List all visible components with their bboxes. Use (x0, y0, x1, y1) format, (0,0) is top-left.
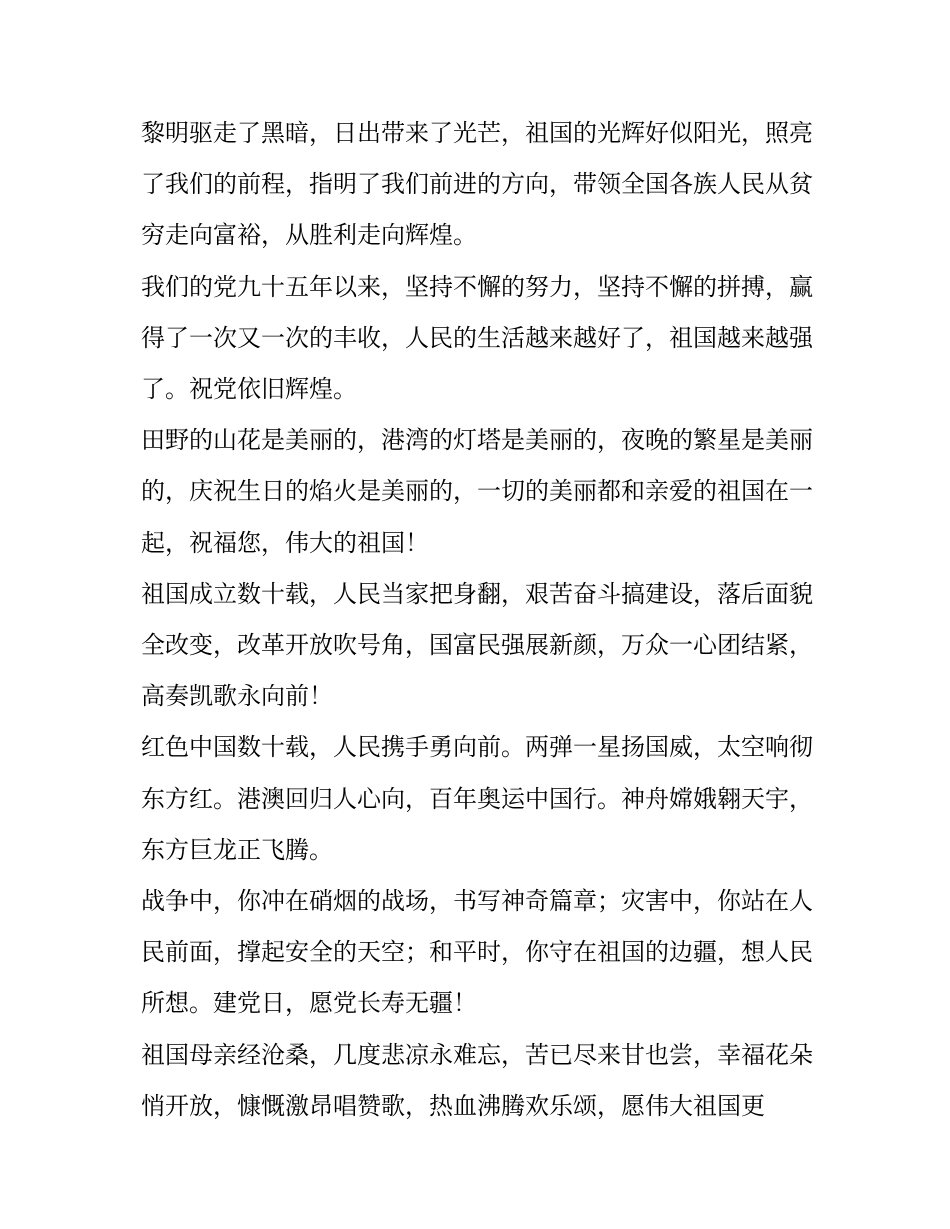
paragraph-5: 红色中国数十载，人民携手勇向前。两弹一星扬国威，太空响彻东方红。港澳回归人心向，百年奥运中国行。神舟嫦娥翱天宇，东方巨龙正飞腾。 (141, 733, 813, 864)
paragraph-6: 战争中，你冲在硝烟的战场，书写神奇篇章；灾害中，你站在人民前面，撑起安全的天空；和平时，你守在祖国的边疆，想人民所想。建党日，愿党长寿无疆！ (141, 887, 813, 1018)
paragraph-4: 祖国成立数十载，人民当家把身翻，艰苦奋斗搞建设，落后面貌全改变，改革开放吹号角，国富民强展新颜，万众一心团结紧，高奏凯歌永向前！ (141, 579, 813, 711)
document-body (141, 108, 813, 1132)
paragraph-2: 我们的党九十五年以来，坚持不懈的努力，坚持不懈的拼搏，赢得了一次又一次的丰收，人民的生活越来越好了，祖国越来越强了。祝党依旧辉煌。 (141, 272, 813, 404)
paragraph-7: 祖国母亲经沧桑，几度悲凉永难忘，苦已尽来甘也尝，幸福花朵悄开放，慷慨激昂唱赞歌，热血沸腾欢乐颂，愿伟大祖国更 (141, 1040, 813, 1120)
paragraph-1: 黎明驱走了黑暗，日出带来了光芒，祖国的光辉好似阳光，照亮了我们的前程，指明了我们前进的方向，带领全国各族人民从贫穷走向富裕，从胜利走向辉煌。 (141, 119, 813, 250)
paragraph-3: 田野的山花是美丽的，港湾的灯塔是美丽的，夜晚的繁星是美丽的，庆祝生日的焰火是美丽的，一切的美丽都和亲爱的祖国在一起，祝福您，伟大的祖国！ (141, 426, 813, 557)
